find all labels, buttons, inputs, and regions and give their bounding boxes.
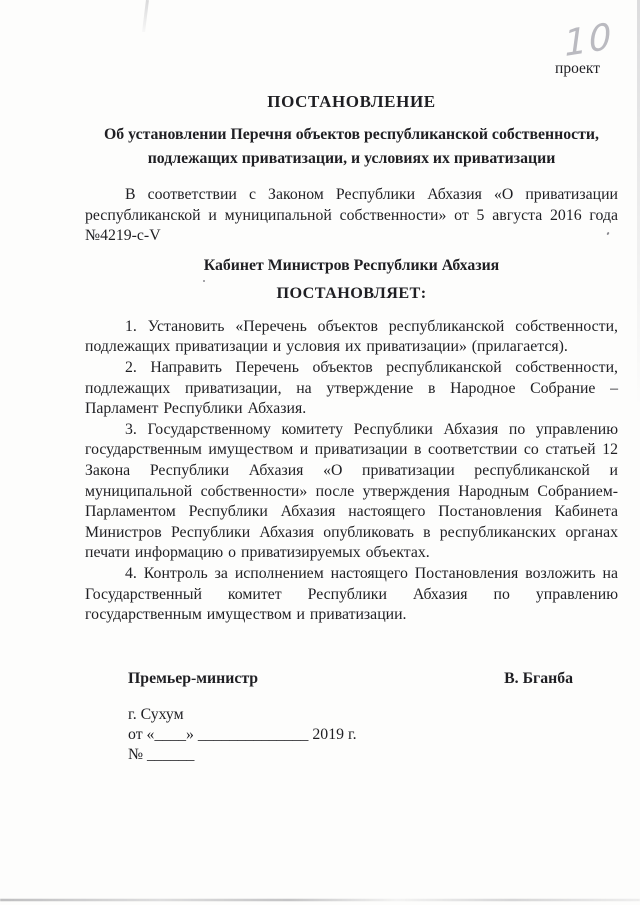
signatory-post: Премьер-министр (128, 669, 259, 687)
authority-name: Кабинет Министров Республики Абхазия (203, 256, 500, 274)
preamble-paragraph: В соответствии с Законом Республики Абхазия «О приватизации республиканской и муниципальной собственности» от 5 августа 2016 года №4219-с-V (85, 186, 618, 245)
signatory-name: В. Бганба (504, 669, 573, 687)
scan-speck (203, 280, 205, 282)
place-line: г. Сухум (128, 705, 184, 723)
number-line: № ______ (128, 745, 195, 763)
enacting-formula: ПОСТАНОВЛЯЕТ: (276, 283, 427, 302)
draft-label: проект (555, 60, 600, 77)
decree-item-4: 4. Контроль за исполнением настоящего Постановления возложить на Государственный комитет Республики Абхазия по управлению государственным имуществом и приватизации. (85, 564, 618, 624)
document-subject: Об установлении Перечня объектов республиканской собственности, подлежащих приватизации, и условиях их приватизации (104, 126, 599, 167)
handwritten-page-number: 10 (563, 16, 615, 65)
date-line: от «____» ______________ 2019 г. (128, 725, 357, 743)
signature-row (85, 670, 618, 688)
decree-item-2: 2. Направить Перечень объектов республиканской собственности, подлежащих приватизации, на утверждение в Народное Собрание – Парламент Республики Абхазия. (85, 358, 618, 418)
decree-item-3: 3. Государственному комитету Республики Абхазия по управлению государственным имуществом и приватизации в соответствии со статьей 12 Закона Республики Абхазия «О приватизации республиканской и муниципальной собственности» после утверждения Народным Собранием-Парламентом Республики Абхазия настоящего Постановления Кабинета Министров Республики Абхазия опубликовать в республиканских органах печати информацию о приватизируемых объектах. (85, 420, 618, 562)
scanner-edge-artifact (0, 899, 640, 901)
document-title: ПОСТАНОВЛЕНИЕ (267, 92, 436, 111)
decree-items (85, 317, 618, 626)
requisites-block (85, 705, 618, 765)
decree-item-1: 1. Установить «Перечень объектов республиканской собственности, подлежащих приватизации и условия их приватизации» (прилагается). (85, 317, 618, 356)
